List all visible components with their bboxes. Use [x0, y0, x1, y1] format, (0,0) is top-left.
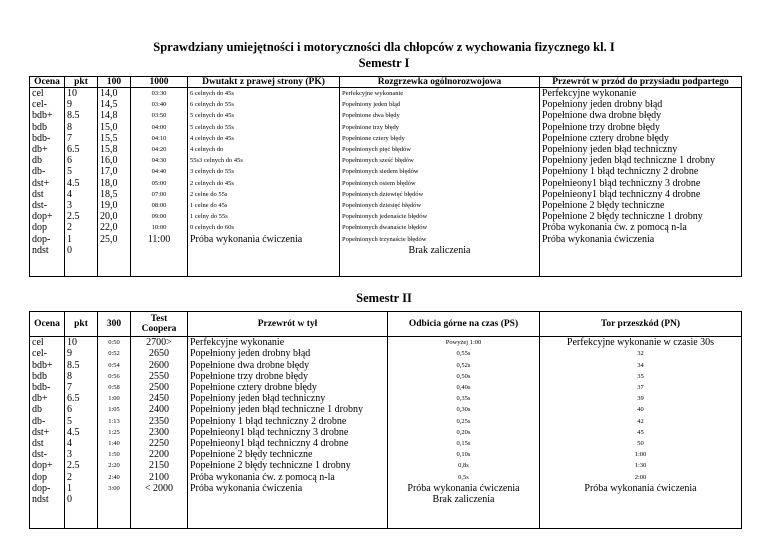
cell-value: 20,0: [100, 211, 118, 223]
column-cooper: [131, 337, 188, 529]
cell-value: 2.5: [67, 211, 80, 223]
cell-value: 1: [67, 233, 72, 245]
cell-value: 0,52s: [456, 361, 471, 369]
cell-value: 1:25: [108, 428, 120, 436]
cell-value: 0:52: [108, 350, 120, 358]
cell-value: 0:50: [108, 339, 120, 347]
cell-value: 34: [637, 361, 644, 369]
cell-value: 3: [67, 449, 72, 461]
cell-value: Popełnionych dwanaście błędów: [342, 224, 428, 232]
cell-value: 4: [67, 188, 72, 200]
cell-value: Popełnionych jedenaście błędów: [342, 213, 428, 221]
cell-value: 1:00: [108, 395, 120, 403]
cell-value: 03:40: [151, 101, 167, 109]
cell-value: 14,5: [100, 99, 118, 111]
header-dwutakt: Dwutakt z prawej strony (PK): [188, 77, 340, 88]
cell-value: Popełniony jeden błąd techniczny: [190, 393, 326, 405]
semester2-table: [29, 311, 742, 529]
header-przewrot-tyl: Przewrót w tył: [188, 312, 388, 337]
header-przewrot-przod: Przewrót w przód do przysiadu podpartego: [540, 77, 742, 88]
cell-value: 2150: [149, 460, 169, 472]
cell-value: 1:00: [634, 451, 647, 459]
cell-value: 1:50: [108, 451, 120, 459]
cell-value: 15,0: [100, 121, 118, 133]
cell-value: Popełniony jeden błąd techniczne 1 drobny: [542, 155, 716, 167]
cell-value: 2450: [149, 393, 169, 405]
cell-value: < 2000: [144, 482, 174, 494]
cell-value: bdb+: [32, 110, 53, 122]
cell-value: 0:54: [108, 361, 120, 369]
cell-value: 40: [637, 406, 644, 414]
cell-value: 55s3 celnych do 45s: [190, 157, 243, 165]
cell-value: 39: [637, 395, 644, 403]
cell-value: Próba wykonania ćwiczenia: [190, 233, 303, 245]
cell-value: 2:40: [108, 473, 120, 481]
cell-value: 2 celne do 55s: [190, 190, 228, 198]
cell-value: 0,5s: [458, 473, 469, 481]
cell-value: 18,0: [100, 177, 118, 189]
column-pkt: [65, 88, 98, 277]
cell-value: Próba wykonania ćwiczenia: [584, 482, 697, 494]
cell-value: 4 celnych do 45s: [190, 134, 234, 142]
column-pkt: [65, 337, 98, 529]
cell-value: ndst: [32, 494, 49, 506]
cell-value: 2 celnych do 45s: [190, 179, 234, 187]
cell-value: 4 celnych do: [190, 146, 224, 154]
column-tor: [540, 337, 742, 529]
cell-value: Popełnione trzy drobne błędy: [190, 370, 309, 382]
cell-value: 4.5: [67, 177, 80, 189]
column-rozgrzewka: [340, 88, 540, 277]
cell-value: 0,10s: [456, 451, 471, 459]
cell-value: 11:00: [147, 233, 171, 245]
cell-value: 1:30: [634, 462, 647, 470]
column-przewrot-tyl: [188, 337, 388, 529]
cell-value: Popełnione 2 błędy techniczne: [190, 449, 313, 461]
cell-value: 7: [67, 132, 72, 144]
cell-value: Popełnione dwa drobne błędy: [542, 110, 662, 122]
cell-value: Popełniony jeden drobny błąd: [190, 348, 311, 360]
cell-value: 2: [67, 471, 72, 483]
cell-value: Popełnieony1 błąd techniczny 4 drobne: [542, 188, 701, 200]
header-tor: Tor przeszkód (PN): [540, 312, 742, 337]
header-1000: 1000: [131, 77, 188, 88]
header-rozgrzewka: Rozgrzewka ogólnorozwojowa: [340, 77, 540, 88]
cell-value: 2: [67, 222, 72, 234]
cell-value: 37: [637, 384, 644, 392]
cell-value: Popełnione trzy drobne błędy: [542, 121, 661, 133]
cell-value: 8.5: [67, 359, 80, 371]
cell-value: Próba wykonania ćw. z pomocą n-la: [190, 471, 335, 483]
cell-value: Popełnionych dziesięć błędów: [342, 202, 422, 210]
cell-value: 16,0: [100, 155, 118, 167]
cell-value: 6: [67, 155, 72, 167]
cell-value: Popełniony jeden błąd techniczne 1 drobny: [190, 404, 364, 416]
cell-value: Popełnione 2 błędy techniczne 1 drobny: [542, 211, 703, 223]
semester2-title: Semestr II: [356, 291, 412, 305]
cell-value: Popełnione cztery błędy: [342, 134, 405, 142]
cell-value: Próba wykonania ćw. z pomocą n-la: [542, 222, 687, 234]
cell-value: 1 celne do 45s: [190, 202, 228, 210]
cell-value: bdb+: [32, 359, 53, 371]
cell-value: 22,0: [100, 222, 118, 234]
cell-value: bdb: [32, 121, 47, 133]
cell-value: 18,5: [100, 188, 118, 200]
no-credit-note: Brak zaliczenia: [432, 494, 495, 506]
cell-value: Popełnionych osiem błędów: [342, 179, 416, 187]
cell-value: 10: [67, 88, 77, 99]
cell-value: 0,55s: [456, 350, 471, 358]
cell-value: 04:40: [151, 168, 167, 176]
cell-value: 2650: [149, 348, 169, 360]
cell-value: dop+: [32, 211, 53, 223]
cell-value: 3 celnych do 55s: [190, 168, 234, 176]
cell-value: ndst: [32, 244, 49, 256]
cell-value: dop: [32, 222, 47, 234]
cell-value: 2300: [149, 426, 169, 438]
cell-value: Popełnione 2 błędy techniczne 1 drobny: [190, 460, 351, 472]
column-dwutakt: [188, 88, 340, 277]
cell-value: 09:00: [151, 213, 167, 221]
column-odbicia: [388, 337, 540, 529]
cell-value: 2500: [149, 382, 169, 394]
cell-value: dst+: [32, 426, 50, 438]
cell-value: 2200: [149, 449, 169, 461]
cell-value: db: [32, 404, 42, 416]
cell-value: 8: [67, 121, 72, 133]
cell-value: 8.5: [67, 110, 80, 122]
cell-value: 04:30: [151, 157, 167, 165]
cell-value: Popełnionych siedem błędów: [342, 168, 419, 176]
no-credit-note: Brak zaliczenia: [408, 244, 471, 256]
column-przewrot-przod: [540, 88, 742, 277]
cell-value: 0,8s: [458, 462, 469, 470]
cell-value: db-: [32, 415, 46, 427]
cell-value: Perfekcyjne wykonanie: [342, 90, 404, 97]
cell-value: Popełniony 1 błąd techniczny 2 drobne: [542, 166, 699, 178]
cell-value: Popełnione trzy błędy: [342, 123, 400, 131]
cell-value: 1 celny do 55s: [190, 213, 228, 221]
cell-value: 0: [67, 494, 72, 506]
cell-value: 4: [67, 438, 72, 450]
cell-value: 0: [67, 244, 72, 256]
cell-value: 8: [67, 370, 72, 382]
header-ocena: Ocena: [30, 312, 65, 337]
cell-value: 2100: [149, 471, 169, 483]
cell-value: db+: [32, 144, 48, 156]
cell-value: Popełnieony1 błąd techniczny 4 drobne: [190, 438, 349, 450]
cell-value: dop+: [32, 460, 53, 472]
cell-value: dst-: [32, 200, 47, 212]
cell-value: Popełniony 1 błąd techniczny 2 drobne: [190, 415, 347, 427]
cell-value: 15,8: [100, 144, 118, 156]
cell-value: Perfekcyjne wykonanie w czasie 30s: [566, 337, 715, 349]
cell-value: 4.5: [67, 426, 80, 438]
cell-value: 2400: [149, 404, 169, 416]
cell-value: 5: [67, 166, 72, 178]
cell-value: bdb-: [32, 132, 51, 144]
cell-value: Popełniony jeden błąd techniczny: [542, 144, 678, 156]
cell-value: 6.5: [67, 393, 80, 405]
cell-value: cel: [32, 337, 44, 349]
cell-value: Popełniony jeden błąd: [342, 101, 401, 109]
cell-value: Powyżej 1:00: [445, 339, 482, 347]
cell-value: Popełnione 2 błędy techniczne: [542, 200, 665, 212]
cell-value: dst-: [32, 449, 47, 461]
cell-value: cel-: [32, 99, 47, 111]
cell-value: 9: [67, 99, 72, 111]
cell-value: 03:30: [151, 90, 167, 97]
column-100: [98, 88, 131, 277]
cell-value: 2.5: [67, 460, 80, 472]
cell-value: 9: [67, 348, 72, 360]
cell-value: 17,0: [100, 166, 118, 178]
header-ocena: Ocena: [30, 77, 65, 88]
document-title: Sprawdziany umiejętności i motoryczności dla chłopców z wychowania fizycznego kl. I: [153, 40, 615, 54]
cell-value: bdb: [32, 370, 47, 382]
column-300: [98, 337, 131, 529]
cell-value: 0:56: [108, 372, 120, 380]
cell-value: Popełnieony1 błąd techniczny 3 drobne: [542, 177, 701, 189]
cell-value: 0,15s: [456, 440, 471, 448]
cell-value: 2:00: [634, 473, 647, 481]
cell-value: Popełnionych dziewięć błędów: [342, 190, 424, 198]
cell-value: dop-: [32, 482, 51, 494]
cell-value: 19,0: [100, 200, 118, 212]
column-ocena: [30, 88, 65, 277]
cell-value: 04:00: [151, 123, 167, 131]
cell-value: 7: [67, 382, 72, 394]
cell-value: dop: [32, 471, 47, 483]
cell-value: 14,8: [100, 110, 118, 122]
cell-value: 2250: [149, 438, 169, 450]
cell-value: 04:10: [151, 134, 167, 142]
cell-value: 42: [637, 417, 644, 425]
cell-value: Próba wykonania ćwiczenia: [542, 233, 655, 245]
cell-value: 1:05: [108, 406, 120, 414]
cell-value: 0:58: [108, 384, 120, 392]
cell-value: 0 celnych do 60s: [190, 224, 234, 232]
cell-value: dop-: [32, 233, 51, 245]
cell-value: 35: [637, 372, 644, 380]
cell-value: dst: [32, 188, 44, 200]
cell-value: 6 celnych do 45s: [190, 90, 234, 97]
semester1-table: [29, 76, 742, 277]
cell-value: Perfekcyjne wykonanie: [542, 88, 637, 99]
cell-value: cel: [32, 88, 44, 99]
cell-value: dst: [32, 438, 44, 450]
cell-value: 1: [67, 482, 72, 494]
cell-value: 32: [637, 350, 644, 358]
cell-value: 2:20: [108, 462, 120, 470]
cell-value: Popełnione cztery drobne błędy: [190, 382, 317, 394]
cell-value: 6.5: [67, 144, 80, 156]
cell-value: bdb-: [32, 382, 51, 394]
cell-value: 45: [637, 428, 644, 436]
header-300: 300: [98, 312, 131, 337]
cell-value: 5 celnych do 55s: [190, 123, 234, 131]
cell-value: 0,25s: [456, 417, 471, 425]
cell-value: Perfekcyjne wykonanie: [190, 337, 285, 349]
cell-value: 2350: [149, 415, 169, 427]
cell-value: 10: [67, 337, 77, 349]
cell-value: db: [32, 155, 42, 167]
cell-value: 14,0: [100, 88, 118, 99]
cell-value: 05:00: [151, 179, 167, 187]
cell-value: 0,30s: [456, 406, 471, 414]
header-100: 100: [98, 77, 131, 88]
header-pkt: pkt: [65, 77, 98, 88]
cell-value: 0,35s: [456, 395, 471, 403]
cell-value: 0,20s: [456, 428, 471, 436]
cell-value: 3:00: [108, 484, 120, 492]
cell-value: 04:20: [151, 146, 167, 154]
cell-value: 03:50: [151, 112, 167, 120]
cell-value: db-: [32, 166, 46, 178]
cell-value: Popełniony jeden drobny błąd: [542, 99, 663, 111]
cell-value: Popełnione dwa błędy: [342, 112, 400, 120]
cell-value: 0,50s: [456, 372, 471, 380]
cell-value: db+: [32, 393, 48, 405]
cell-value: 08:00: [151, 202, 167, 210]
cell-value: dst+: [32, 177, 50, 189]
header-pkt: pkt: [65, 312, 98, 337]
cell-value: Próba wykonania ćwiczenia: [190, 482, 303, 494]
cell-value: Próba wykonania ćwiczenia: [407, 482, 520, 494]
header-cooper: Test Coopera: [131, 312, 188, 337]
column-ocena: [30, 337, 65, 529]
cell-value: 2600: [149, 359, 169, 371]
cell-value: Popełnione cztery drobne błędy: [542, 132, 669, 144]
column-1000: [131, 88, 188, 277]
cell-value: 10:00: [151, 224, 167, 232]
semester1-title: Semestr I: [358, 56, 410, 70]
cell-value: 3: [67, 200, 72, 212]
cell-value: 5: [67, 415, 72, 427]
cell-value: 5 celnych do 45s: [190, 112, 234, 120]
cell-value: Popełnione dwa drobne błędy: [190, 359, 310, 371]
cell-value: 2550: [149, 370, 169, 382]
cell-value: 1:40: [108, 440, 120, 448]
cell-value: 2700>: [146, 337, 172, 349]
cell-value: 0,40s: [456, 384, 471, 392]
cell-value: 50: [637, 440, 644, 448]
cell-value: 1:13: [108, 417, 120, 425]
cell-value: 6: [67, 404, 72, 416]
cell-value: cel-: [32, 348, 47, 360]
cell-value: Popełnionych sześć błędów: [342, 157, 414, 165]
header-odbicia: Odbicia górne na czas (PS): [388, 312, 540, 337]
cell-value: Popełnionych pięć błędów: [342, 146, 411, 154]
cell-value: 25,0: [100, 233, 118, 245]
cell-value: 07:00: [151, 190, 167, 198]
cell-value: 6 celnych do 55s: [190, 101, 234, 109]
cell-value: Popełnieony1 błąd techniczny 3 drobne: [190, 426, 349, 438]
cell-value: Popełnionych trzynaście błędów: [342, 235, 427, 243]
cell-value: 15,5: [100, 132, 118, 144]
